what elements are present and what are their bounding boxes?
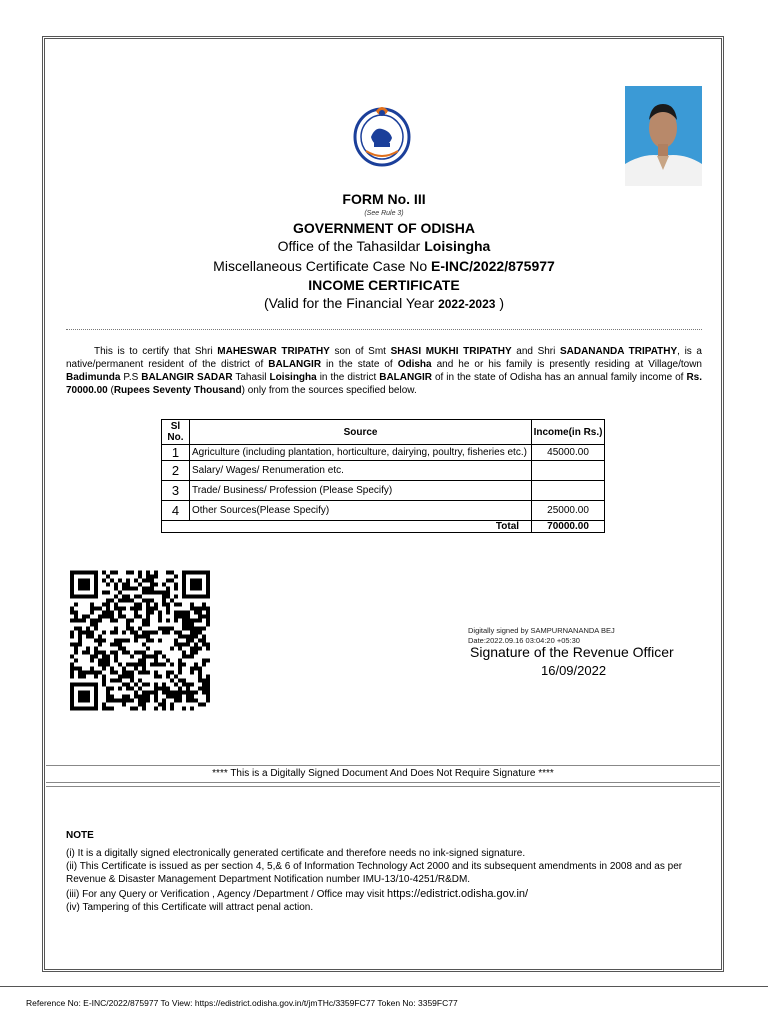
government-heading: GOVERNMENT OF ODISHA [292, 220, 475, 236]
note-item [66, 888, 706, 901]
valid-prefix: (Valid for the Financial Year [263, 295, 439, 311]
table-row [162, 461, 605, 481]
digital-signature-block [468, 626, 615, 646]
para-text: P.S [120, 372, 142, 383]
note-list [66, 847, 706, 914]
income-words: Rupees Seventy Thousand [113, 385, 242, 396]
note-item: (i) It is a digitally signed electronically generated certificate and therefore needs no ink-signed signature. [66, 848, 526, 859]
valid-year: 2022-2023 [438, 297, 496, 311]
col-source: Source [189, 420, 531, 445]
col-income: Income(in Rs.) [532, 420, 605, 445]
signature-officer: Signature of the Revenue Officer [470, 644, 674, 660]
total-label: Total [162, 521, 532, 533]
row-sl: 3 [162, 481, 190, 501]
footer-rule [0, 986, 768, 987]
para-text: in the district [316, 372, 380, 383]
edistrict-link[interactable]: https://edistrict.odisha.gov.in/ [387, 888, 529, 900]
table-row [162, 481, 605, 501]
district: BALANGIR [268, 359, 322, 370]
applicant-photo [625, 86, 702, 186]
total-value: 70000.00 [532, 521, 605, 533]
separator [66, 329, 702, 330]
police-station: BALANGIR SADAR [141, 372, 233, 383]
qr-code [70, 569, 210, 712]
see-rule: (See Rule 3) [364, 210, 404, 217]
income-amount: Rs. 70000.00 [66, 372, 702, 396]
row-sl: 2 [162, 461, 190, 481]
signed-by: Digitally signed by SAMPURNANANDA BEJ [468, 626, 615, 635]
valid-suffix: ) [495, 295, 505, 311]
district: BALANGIR [379, 372, 432, 383]
state: Odisha [397, 359, 432, 370]
para-text: This is to certify that Shri [94, 346, 218, 357]
case-prefix: Miscellaneous Certificate Case No [213, 258, 432, 274]
applicant-name: MAHESWAR TRIPATHY [217, 346, 330, 357]
note-title: NOTE [66, 830, 94, 841]
row-source: Other Sources(Please Specify) [189, 501, 531, 521]
tahasil: Loisingha [269, 372, 317, 383]
para-text: and he or his family is presently residing at Village/town [431, 359, 702, 370]
para-text: in the state of [321, 359, 398, 370]
office-prefix: Office of the Tahasildar [277, 238, 425, 254]
row-source: Trade/ Business/ Profession (Please Specify) [189, 481, 531, 501]
father-name: SADANANDA TRIPATHY [559, 346, 678, 357]
office-name: Loisingha [424, 238, 491, 254]
total-row [162, 521, 605, 533]
income-table [161, 419, 605, 533]
village: Badimunda [66, 372, 121, 383]
row-income: 25000.00 [532, 501, 605, 521]
row-income: 45000.00 [532, 445, 605, 461]
row-sl: 4 [162, 501, 190, 521]
para-text: , is a native/permanent resident of the district of [66, 346, 702, 370]
mother-name: SHASI MUKHI TRIPATHY [390, 346, 512, 357]
para-text: son of Smt [329, 346, 391, 357]
col-sl: Sl No. [162, 420, 190, 445]
table-row [162, 501, 605, 521]
para-text: ) only from the sources specified below. [241, 385, 417, 396]
odisha-emblem-icon [352, 103, 412, 167]
certification-paragraph [66, 345, 702, 397]
row-source: Salary/ Wages/ Renumeration etc. [189, 461, 531, 481]
certificate-title: INCOME CERTIFICATE [308, 277, 460, 293]
table-header [162, 420, 605, 445]
note-text: (iii) For any Query or Verification , Agency /Department / Office may visit [66, 889, 388, 900]
case-line [62, 258, 706, 274]
note-item: (ii) This Certificate is issued as per section 4, 5,& 6 of Information Technology Act 2000 and its subsequent amendments in 2008 and as per Revenue & Disaster Management Department Notification number IMU-13/10-4251/R&DM. [66, 861, 683, 885]
form-number: FORM No. III [342, 191, 426, 207]
row-income [532, 461, 605, 481]
validity-line [62, 295, 706, 311]
reference-footer: Reference No: E-INC/2022/875977 To View: https://edistrict.odisha.gov.in/t/jmTHc/3359FC77 Token No: 3359FC77 [26, 998, 458, 1008]
digital-banner: **** This is a Digitally Signed Document And Does Not Require Signature **** [46, 765, 720, 783]
para-text: Tahasil [232, 372, 270, 383]
para-text: of in the state of Odisha has an annual family income of [432, 372, 687, 383]
row-income [532, 481, 605, 501]
para-text: ( [107, 385, 114, 396]
row-sl: 1 [162, 445, 190, 461]
table-row [162, 445, 605, 461]
signed-date: Date:2022.09.16 03:04:20 +05:30 [468, 636, 580, 645]
office-line [62, 238, 706, 254]
case-number: E-INC/2022/875977 [431, 258, 555, 274]
row-source: Agriculture (including plantation, horticulture, dairying, poultry, fisheries etc.) [189, 445, 531, 461]
note-item: (iv) Tampering of this Certificate will attract penal action. [66, 902, 314, 913]
signature-date: 16/09/2022 [541, 663, 607, 678]
para-text: and Shri [511, 346, 560, 357]
